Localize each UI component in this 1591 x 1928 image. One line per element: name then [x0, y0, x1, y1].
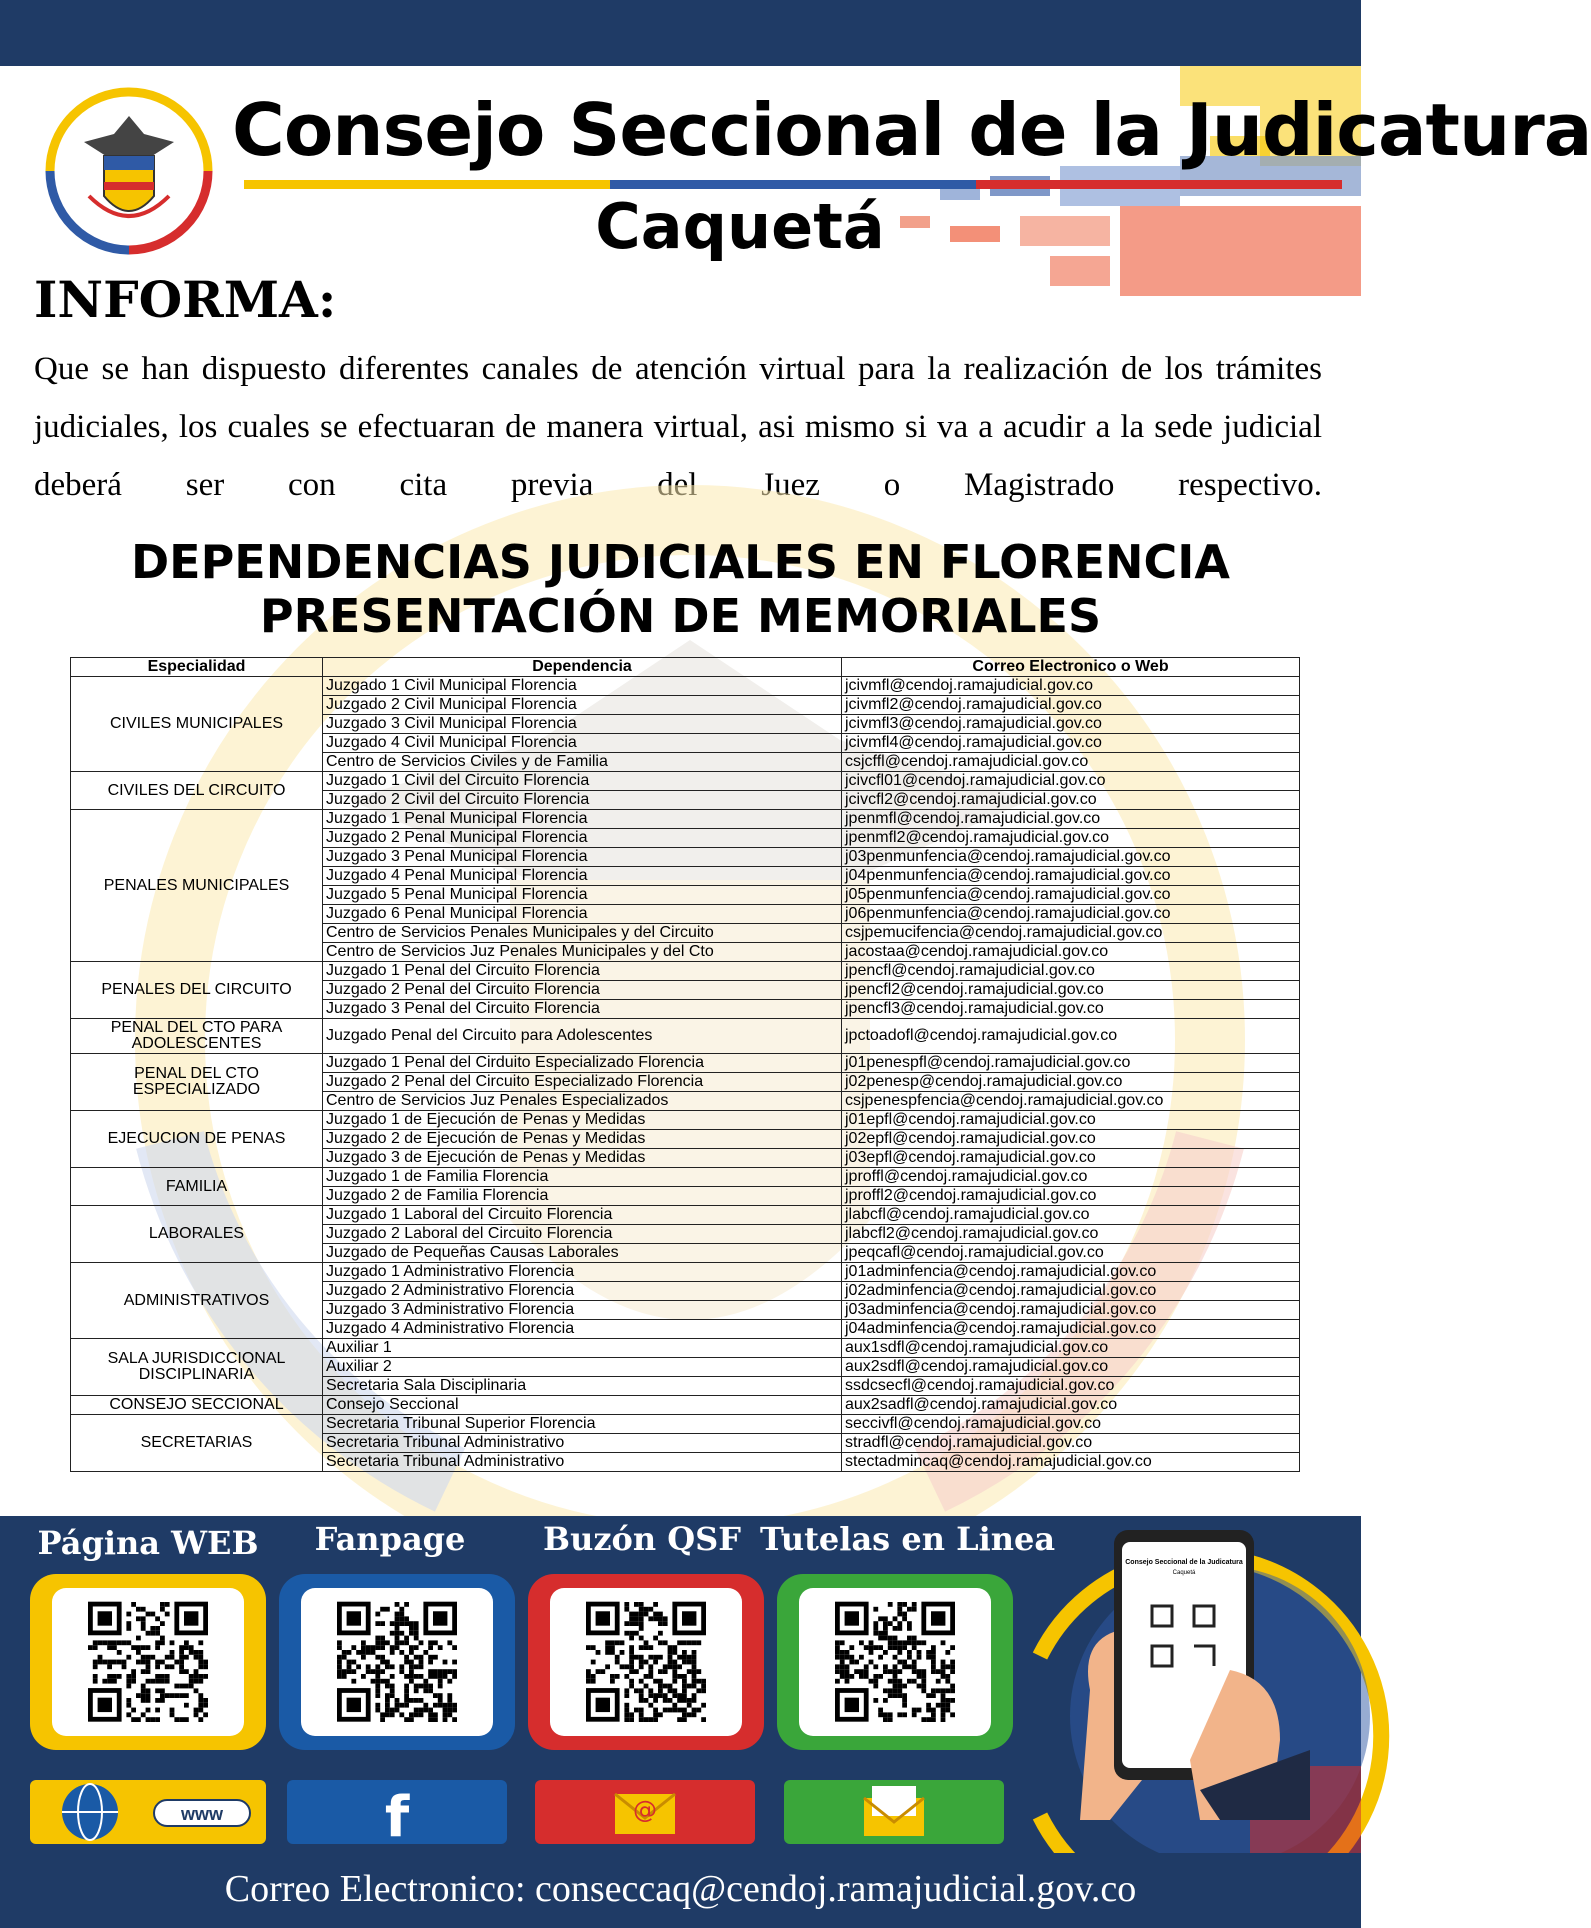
dependencia-cell: Centro de Servicios Juz Penales Especializados — [323, 1092, 842, 1111]
tutelas-mail-band[interactable] — [784, 1780, 1004, 1844]
directory-heading-2: PRESENTACIÓN DE MEMORIALES — [259, 589, 1102, 643]
dependencia-cell: Juzgado 2 de Ejecución de Penas y Medidas — [323, 1130, 842, 1149]
dependencia-cell: Juzgado 2 Civil Municipal Florencia — [323, 696, 842, 715]
mail-letter-icon — [784, 1780, 1004, 1844]
email-cell[interactable]: csjpenespfencia@cendoj.ramajudicial.gov.co — [842, 1092, 1300, 1111]
email-cell[interactable]: j02epfl@cendoj.ramajudicial.gov.co — [842, 1130, 1300, 1149]
especialidad-cell: CIVILES MUNICIPALES — [71, 677, 323, 772]
dependencia-cell: Secretaria Sala Disciplinaria — [323, 1377, 842, 1396]
bottom-bar — [0, 1853, 1361, 1928]
dependencia-cell: Juzgado 4 Administrativo Florencia — [323, 1320, 842, 1339]
especialidad-cell: PENALES DEL CIRCUITO — [71, 962, 323, 1019]
dependencia-cell: Juzgado 1 Penal del Circuito Florencia — [323, 962, 842, 981]
dependencia-cell: Juzgado Penal del Circuito para Adolescentes — [323, 1019, 842, 1054]
svg-text:www: www — [180, 1804, 224, 1824]
table-row — [71, 810, 1300, 829]
qr-card-qsf[interactable] — [528, 1574, 764, 1750]
email-cell[interactable]: j02penesp@cendoj.ramajudicial.gov.co — [842, 1073, 1300, 1092]
dependencia-cell: Auxiliar 1 — [323, 1339, 842, 1358]
qr-card-fanpage[interactable] — [279, 1574, 515, 1750]
dependencia-cell: Juzgado de Pequeñas Causas Laborales — [323, 1244, 842, 1263]
dependencia-cell: Juzgado 3 de Ejecución de Penas y Medidas — [323, 1149, 842, 1168]
top-bar — [0, 0, 1361, 66]
dependencia-cell: Juzgado 2 Laboral del Circuito Florencia — [323, 1225, 842, 1244]
directory-table — [70, 657, 1300, 1472]
email-cell[interactable]: aux1sdfl@cendoj.ramajudicial.gov.co — [842, 1339, 1300, 1358]
table-row — [71, 772, 1300, 791]
table-row — [71, 1054, 1300, 1073]
dependencia-cell: Juzgado 2 Penal del Circuito Especializado Florencia — [323, 1073, 842, 1092]
dependencia-cell: Secretaria Tribunal Superior Florencia — [323, 1415, 842, 1434]
dependencia-cell: Juzgado 2 Penal Municipal Florencia — [323, 829, 842, 848]
column-header: Dependencia — [323, 658, 842, 677]
dependencia-cell: Juzgado 2 de Familia Florencia — [323, 1187, 842, 1206]
dependencia-cell: Juzgado 1 Penal del Cirduito Especializado Florencia — [323, 1054, 842, 1073]
dependencia-cell: Juzgado 5 Penal Municipal Florencia — [323, 886, 842, 905]
qr-code[interactable] — [550, 1588, 742, 1736]
email-cell[interactable]: jpencfl@cendoj.ramajudicial.gov.co — [842, 962, 1300, 981]
email-cell[interactable]: jpeqcafl@cendoj.ramajudicial.gov.co — [842, 1244, 1300, 1263]
email-cell[interactable]: j01epfl@cendoj.ramajudicial.gov.co — [842, 1111, 1300, 1130]
dependencia-cell: Juzgado 1 Civil Municipal Florencia — [323, 677, 842, 696]
especialidad-cell: PENALES MUNICIPALES — [71, 810, 323, 962]
table-row — [71, 677, 1300, 696]
email-cell[interactable]: j02adminfencia@cendoj.ramajudicial.gov.co — [842, 1282, 1300, 1301]
phone-app-title: Consejo Seccional de la Judicatura — [1125, 1559, 1243, 1566]
dependencia-cell: Consejo Seccional — [323, 1396, 842, 1415]
email-cell[interactable]: j03epfl@cendoj.ramajudicial.gov.co — [842, 1149, 1300, 1168]
directory-heading-1: DEPENDENCIAS JUDICIALES EN FLORENCIA — [130, 535, 1231, 589]
dependencia-cell: Juzgado 3 Penal del Circuito Florencia — [323, 1000, 842, 1019]
email-cell[interactable]: j04adminfencia@cendoj.ramajudicial.gov.co — [842, 1320, 1300, 1339]
informa-label: INFORMA: — [34, 270, 337, 329]
tricolor-rule — [244, 180, 1342, 189]
dependencia-cell: Juzgado 3 Administrativo Florencia — [323, 1301, 842, 1320]
email-cell[interactable]: csjcffl@cendoj.ramajudicial.gov.co — [842, 753, 1300, 772]
contact-email[interactable]: Correo Electronico: conseccaq@cendoj.ramajudicial.gov.co — [224, 1868, 1137, 1910]
especialidad-cell: CONSEJO SECCIONAL — [71, 1396, 323, 1415]
dependencia-cell: Juzgado 1 Civil del Circuito Florencia — [323, 772, 842, 791]
email-cell[interactable]: jlabcfl@cendoj.ramajudicial.gov.co — [842, 1206, 1300, 1225]
globe-www-icon — [30, 1780, 266, 1844]
email-cell[interactable]: j01adminfencia@cendoj.ramajudicial.gov.co — [842, 1263, 1300, 1282]
page-title: Consejo Seccional de la Judicatura — [232, 88, 1591, 172]
email-cell[interactable]: jcivmfl3@cendoj.ramajudicial.gov.co — [842, 715, 1300, 734]
especialidad-cell: SECRETARIAS — [71, 1415, 323, 1472]
column-header: Correo Electronico o Web — [842, 658, 1300, 677]
email-cell[interactable]: jpctoadofl@cendoj.ramajudicial.gov.co — [842, 1019, 1300, 1054]
dependencia-cell: Juzgado 1 Penal Municipal Florencia — [323, 810, 842, 829]
table-row — [71, 1263, 1300, 1282]
email-cell[interactable]: jcivcfl2@cendoj.ramajudicial.gov.co — [842, 791, 1300, 810]
email-cell[interactable]: jacostaa@cendoj.ramajudicial.gov.co — [842, 943, 1300, 962]
channel-label-tutelas: Tutelas en Linea — [760, 1520, 1056, 1558]
dependencia-cell: Juzgado 1 de Familia Florencia — [323, 1168, 842, 1187]
qr-code[interactable] — [301, 1588, 493, 1736]
mail-at-icon — [535, 1780, 755, 1844]
qr-code[interactable] — [52, 1588, 244, 1736]
column-header: Especialidad — [71, 658, 323, 677]
phone-app-subtitle: Caquetá — [1172, 1570, 1196, 1576]
especialidad-cell: EJECUCION DE PENAS — [71, 1111, 323, 1168]
dependencia-cell: Juzgado 3 Civil Municipal Florencia — [323, 715, 842, 734]
email-cell[interactable]: jpenmfl2@cendoj.ramajudicial.gov.co — [842, 829, 1300, 848]
dependencia-cell: Juzgado 4 Penal Municipal Florencia — [323, 867, 842, 886]
table-header-row — [71, 658, 1300, 677]
table-row — [71, 1396, 1300, 1415]
especialidad-cell: CIVILES DEL CIRCUITO — [71, 772, 323, 810]
informa-text: Que se han dispuesto diferentes canales de atención virtual para la realización de los trámites judiciales, los cuales se efectuaran de manera virtual, asi mismo si va a acudir a la sede judicial deberá ser con cita previa del Juez o Magistrado respectivo. — [34, 351, 1322, 503]
email-cell[interactable]: aux2sdfl@cendoj.ramajudicial.gov.co — [842, 1358, 1300, 1377]
email-cell[interactable]: jlabcfl2@cendoj.ramajudicial.gov.co — [842, 1225, 1300, 1244]
channel-label-qsf: Buzón QSF — [543, 1520, 741, 1558]
table-row — [71, 1206, 1300, 1225]
page-subtitle: Caquetá — [595, 190, 885, 263]
email-cell[interactable]: stradfl@cendoj.ramajudicial.gov.co — [842, 1434, 1300, 1453]
channel-label-web: Página WEB — [37, 1524, 259, 1562]
especialidad-cell: ADMINISTRATIVOS — [71, 1263, 323, 1339]
especialidad-cell: LABORALES — [71, 1206, 323, 1263]
email-cell[interactable]: jcivmfl@cendoj.ramajudicial.gov.co — [842, 677, 1300, 696]
email-cell[interactable]: jpencfl3@cendoj.ramajudicial.gov.co — [842, 1000, 1300, 1019]
phone-illustration — [1080, 1520, 1310, 1820]
dependencia-cell: Juzgado 1 de Ejecución de Penas y Medidas — [323, 1111, 842, 1130]
web-link-band[interactable] — [30, 1780, 266, 1844]
qr-card-tutelas[interactable] — [777, 1574, 1013, 1750]
email-cell[interactable]: csjpemucifencia@cendoj.ramajudicial.gov.co — [842, 924, 1300, 943]
email-cell[interactable]: aux2sadfl@cendoj.ramajudicial.gov.co — [842, 1396, 1300, 1415]
email-cell[interactable]: j03penmunfencia@cendoj.ramajudicial.gov.co — [842, 848, 1300, 867]
email-cell[interactable]: j01penespfl@cendoj.ramajudicial.gov.co — [842, 1054, 1300, 1073]
email-cell[interactable]: jcivmfl4@cendoj.ramajudicial.gov.co — [842, 734, 1300, 753]
dependencia-cell: Auxiliar 2 — [323, 1358, 842, 1377]
table-row — [71, 1339, 1300, 1358]
dependencia-cell: Centro de Servicios Penales Municipales y del Circuito — [323, 924, 842, 943]
qr-code[interactable] — [799, 1588, 991, 1736]
especialidad-cell: PENAL DEL CTO ESPECIALIZADO — [71, 1054, 323, 1111]
svg-text:f: f — [384, 1785, 410, 1850]
email-cell[interactable]: j05penmunfencia@cendoj.ramajudicial.gov.co — [842, 886, 1300, 905]
dependencia-cell: Juzgado 2 Administrativo Florencia — [323, 1282, 842, 1301]
dependencia-cell: Juzgado 6 Penal Municipal Florencia — [323, 905, 842, 924]
table-row — [71, 1415, 1300, 1434]
email-cell[interactable]: jproffl@cendoj.ramajudicial.gov.co — [842, 1168, 1300, 1187]
especialidad-cell: PENAL DEL CTO PARA ADOLESCENTES — [71, 1019, 323, 1054]
dependencia-cell: Centro de Servicios Juz Penales Municipales y del Cto — [323, 943, 842, 962]
dependencia-cell: Juzgado 1 Laboral del Circuito Florencia — [323, 1206, 842, 1225]
qsf-mail-band[interactable] — [535, 1780, 755, 1844]
table-row — [71, 1019, 1300, 1054]
table-row — [71, 962, 1300, 981]
email-cell[interactable]: jcivmfl2@cendoj.ramajudicial.gov.co — [842, 696, 1300, 715]
email-cell[interactable]: j06penmunfencia@cendoj.ramajudicial.gov.co — [842, 905, 1300, 924]
dependencia-cell: Secretaria Tribunal Administrativo — [323, 1453, 842, 1472]
email-cell[interactable]: jpencfl2@cendoj.ramajudicial.gov.co — [842, 981, 1300, 1000]
dependencia-cell: Juzgado 4 Civil Municipal Florencia — [323, 734, 842, 753]
facebook-icon — [287, 1780, 507, 1850]
email-cell[interactable]: j04penmunfencia@cendoj.ramajudicial.gov.co — [842, 867, 1300, 886]
dependencia-cell: Centro de Servicios Civiles y de Familia — [323, 753, 842, 772]
email-cell[interactable]: jcivcfl01@cendoj.ramajudicial.gov.co — [842, 772, 1300, 791]
dependencia-cell: Juzgado 2 Civil del Circuito Florencia — [323, 791, 842, 810]
dependencia-cell: Juzgado 2 Penal del Circuito Florencia — [323, 981, 842, 1000]
especialidad-cell: SALA JURISDICCIONAL DISCIPLINARIA — [71, 1339, 323, 1396]
email-cell[interactable]: j03adminfencia@cendoj.ramajudicial.gov.co — [842, 1301, 1300, 1320]
svg-text:@: @ — [633, 1796, 657, 1824]
table-row — [71, 1111, 1300, 1130]
email-cell[interactable]: seccivfl@cendoj.ramajudicial.gov.co — [842, 1415, 1300, 1434]
email-cell[interactable]: jproffl2@cendoj.ramajudicial.gov.co — [842, 1187, 1300, 1206]
dependencia-cell: Secretaria Tribunal Administrativo — [323, 1434, 842, 1453]
table-row — [71, 1168, 1300, 1187]
email-cell[interactable]: stectadmincaq@cendoj.ramajudicial.gov.co — [842, 1453, 1300, 1472]
especialidad-cell: FAMILIA — [71, 1168, 323, 1206]
email-cell[interactable]: jpenmfl@cendoj.ramajudicial.gov.co — [842, 810, 1300, 829]
facebook-link-band[interactable] — [287, 1780, 507, 1850]
dependencia-cell: Juzgado 1 Administrativo Florencia — [323, 1263, 842, 1282]
channel-label-fanpage: Fanpage — [314, 1520, 466, 1558]
qr-card-web[interactable] — [30, 1574, 266, 1750]
email-cell[interactable]: ssdcsecfl@cendoj.ramajudicial.gov.co — [842, 1377, 1300, 1396]
dependencia-cell: Juzgado 3 Penal Municipal Florencia — [323, 848, 842, 867]
